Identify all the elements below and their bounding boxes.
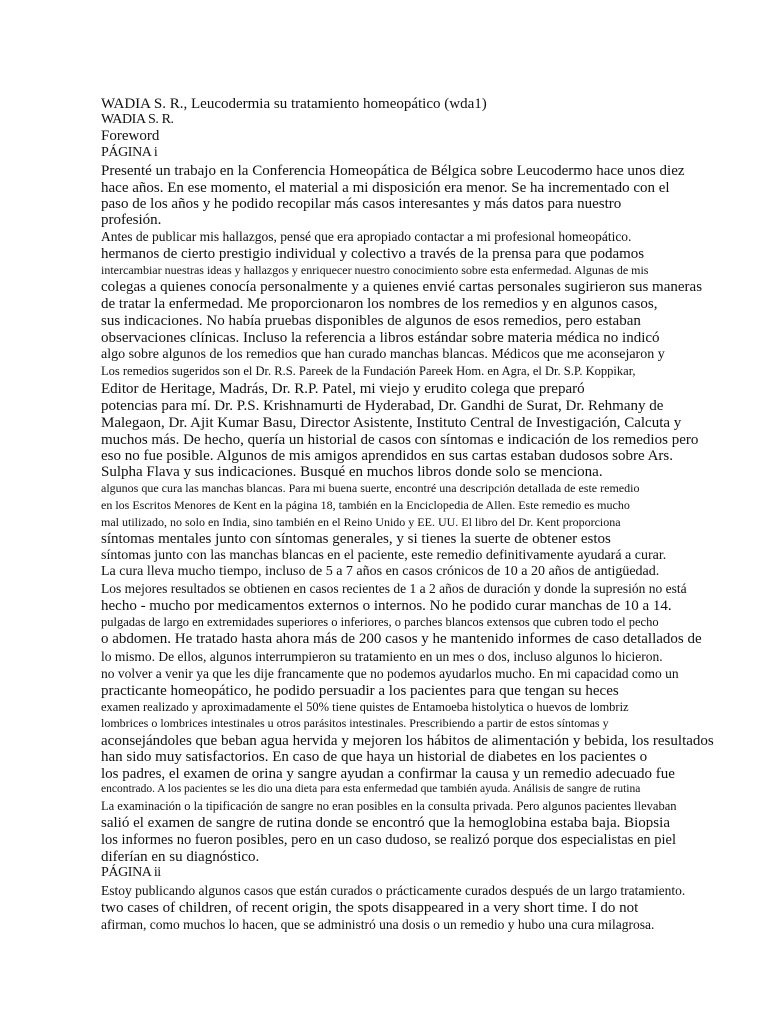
text-line: Estoy publicando algunos casos que están curados o prácticamente curados después de un largo tratamiento.: [101, 883, 686, 898]
text-line: eso no fue posible. Algunos de mis amigos aprendidos en sus cartas estaban dudosos sobre Ars.: [101, 448, 673, 464]
page-label: PÁGINA i: [101, 145, 158, 160]
text-line: algo sobre algunos de los remedios que han curado manchas blancas. Médicos que me aconsejaron y: [101, 347, 665, 362]
text-line: en los Escritos Menores de Kent en la página 18, también en la Enciclopedia de Allen. Este remedio es mucho: [101, 498, 630, 512]
text-line: mal utilizado, no solo en India, sino también en el Reino Unido y EE. UU. El libro del Dr. Kent proporciona: [101, 515, 621, 529]
text-line: Los mejores resultados se obtienen en casos recientes de 1 a 2 años de duración y donde la supresión no está: [101, 581, 687, 596]
text-line: Malegaon, Dr. Ajit Kumar Basu, Director Asistente, Instituto Central de Investigación, Calcuta y: [101, 415, 682, 431]
text-line: hecho - mucho por medicamentos externos o internos. No he podido curar manchas de 10 a 14.: [101, 598, 672, 614]
text-line: potencias para mí. Dr. P.S. Krishnamurti de Hyderabad, Dr. Gandhi de Surat, Dr. Rehmany de: [101, 398, 664, 414]
text-line: hermanos de cierto prestigio individual y colectivo a través de la prensa para que podamos: [101, 246, 645, 262]
text-line: aconsejándoles que beban agua hervida y mejoren los hábitos de alimentación y bebida, los resultados: [101, 733, 714, 749]
text-line: paso de los años y he podido recopilar más casos interesantes y más datos para nuestro: [101, 196, 622, 212]
text-line: lombrices o lombrices intestinales u otros parásitos intestinales. Prescribiendo a partir de estos síntomas y: [101, 716, 609, 730]
text-line: muchos más. De hecho, quería un historial de casos con síntomas e indicación de los remedios pero: [101, 432, 699, 448]
text-line: algunos que cura las manchas blancas. Para mi buena suerte, encontré una descripción detallada de este remedio: [101, 481, 640, 495]
text-line: síntomas mentales junto con síntomas generales, y si tienes la suerte de obtener estos: [101, 531, 611, 547]
text-line: practicante homeopático, he podido persuadir a los pacientes para que tengan su heces: [101, 683, 619, 699]
text-line: pulgadas de largo en extremidades superiores o inferiores, o parches blancos extensos que cubren todo el pecho: [101, 615, 659, 629]
text-line: encontrado. A los pacientes se les dio una dieta para esta enfermedad que también ayuda. Análisis de sangre de rutina: [101, 783, 641, 795]
document-title: WADIA S. R., Leucodermia su tratamiento homeopático (wda1): [101, 96, 487, 112]
text-line: afirman, como muchos lo hacen, que se administró una dosis o un remedio y hubo una cura milagrosa.: [101, 917, 655, 932]
text-line: La cura lleva mucho tiempo, incluso de 5 a 7 años en casos crónicos de 10 a 20 años de antigüedad.: [101, 564, 660, 579]
foreword-heading: Foreword: [101, 128, 160, 144]
text-line: profesión.: [101, 212, 162, 228]
text-line: colegas a quienes conocía personalmente y a quienes envié cartas personales sugirieron sus maneras: [101, 279, 703, 295]
text-line: han sido muy satisfactorios. En caso de que haya un historial de diabetes en los pacientes o: [101, 749, 648, 765]
text-line: Antes de publicar mis hallazgos, pensé que era apropiado contactar a mi profesional homeopático.: [101, 229, 632, 244]
text-line: Editor de Heritage, Madrás, Dr. R.P. Patel, mi viejo y erudito colega que preparó: [101, 381, 585, 397]
text-line: examen realizado y aproximadamente el 50% tiene quistes de Entamoeba histolytica o huevos de lombriz: [101, 700, 629, 714]
text-line: observaciones clínicas. Incluso la referencia a libros estándar sobre materia médica no indicó: [101, 330, 660, 346]
text-line: los informes no fueron posibles, pero en un caso dudoso, se realizó porque dos especialistas en piel: [101, 832, 677, 848]
text-line: hace años. En ese momento, el material a mi disposición era menor. Se ha incrementado con el: [101, 180, 670, 196]
author-line: WADIA S. R.: [101, 112, 174, 127]
text-line: intercambiar nuestras ideas y hallazgos y enriquecer nuestro conocimiento sobre esta enfermedad. Algunas de mis: [101, 263, 649, 277]
page-label: PÁGINA ii: [101, 865, 161, 880]
text-line: Sulpha Flava y sus indicaciones. Busqué en muchos libros donde solo se menciona.: [101, 464, 603, 480]
text-line: no volver a venir ya que les dije francamente que no podemos ayudarlos mucho. En mi capacidad como un: [101, 666, 679, 681]
text-line: de tratar la enfermedad. Me proporcionaron los nombres de los remedios y en algunos casos,: [101, 296, 658, 312]
text-line: Presenté un trabajo en la Conferencia Homeopática de Bélgica sobre Leucodermo hace unos diez: [101, 163, 685, 179]
text-line: lo mismo. De ellos, algunos interrumpieron su tratamiento en un mes o dos, incluso algunos lo hicieron.: [101, 649, 663, 664]
text-line: Los remedios sugeridos son el Dr. R.S. Pareek de la Fundación Pareek Hom. en Agra, el Dr. S.P. Koppikar,: [101, 364, 636, 378]
text-line: La examinación o la tipificación de sangre no eran posibles en la consulta privada. Pero algunos pacientes llevaban: [101, 799, 677, 813]
text-line: sus indicaciones. No había pruebas disponibles de algunos de esos remedios, pero estaban: [101, 313, 641, 329]
text-line: diferían en su diagnóstico.: [101, 849, 260, 865]
text-line: los padres, el examen de orina y sangre ayudan a confirmar la causa y un remedio adecuado fue: [101, 766, 675, 782]
text-line: o abdomen. He tratado hasta ahora más de 200 casos y he mantenido informes de caso detallados de: [101, 631, 702, 647]
text-line: salió el examen de sangre de rutina donde se encontró que la hemoglobina estaba baja. Biopsia: [101, 815, 670, 831]
text-line: two cases of children, of recent origin, the spots disappeared in a very short time. I do not: [101, 900, 639, 916]
text-line: síntomas junto con las manchas blancas en el paciente, este remedio definitivamente ayudará a curar.: [101, 548, 667, 563]
